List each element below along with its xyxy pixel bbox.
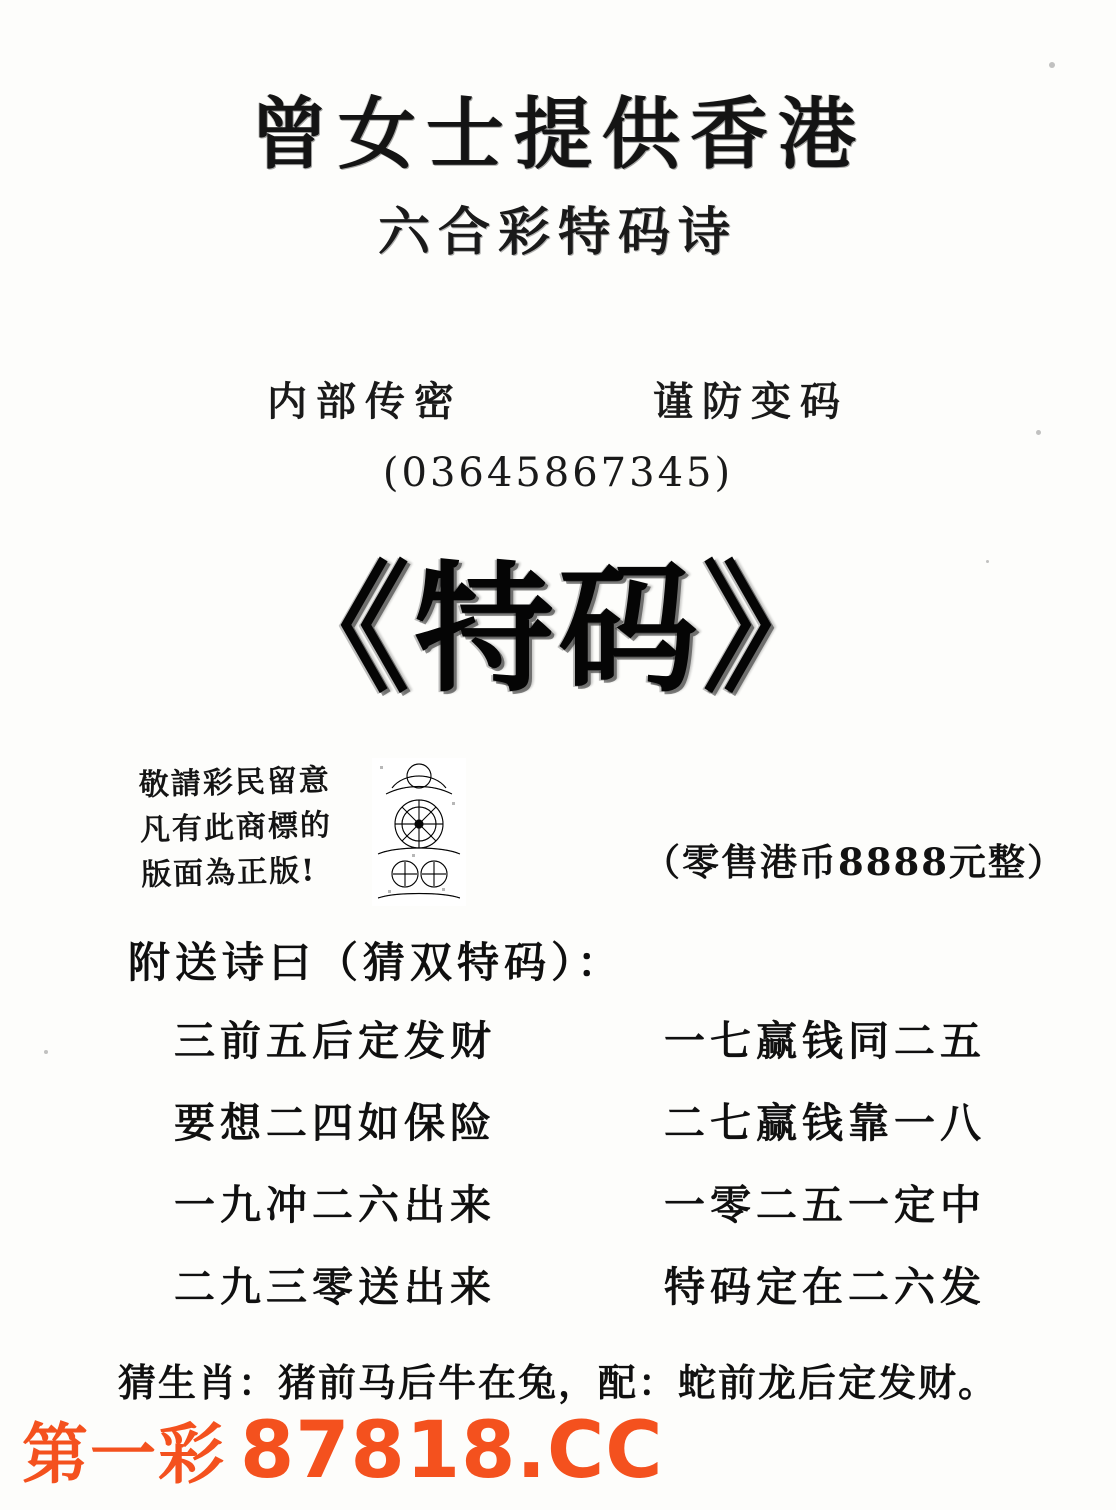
trademark-stamp-image	[372, 758, 466, 906]
poem-heading: 附送诗曰（猜双特码）：	[128, 938, 625, 987]
poem-row	[0, 1008, 1116, 1067]
authenticity-note-line-3: 版面為正版!	[140, 853, 317, 893]
footer-watermark	[22, 1401, 663, 1496]
notice-right: 谨防变码	[653, 378, 849, 425]
poem-line: 二九三零送出来	[174, 1263, 496, 1311]
notice-left: 内部传密	[267, 378, 463, 425]
poem-line: 要想二四如保险	[174, 1099, 496, 1147]
poem-line: 一七赢钱同二五	[664, 1017, 986, 1065]
scan-speck	[1036, 430, 1041, 435]
stamp-icon	[372, 758, 466, 906]
poem-line: 二七赢钱靠一八	[664, 1099, 986, 1147]
poem-line: 一零二五一定中	[664, 1181, 986, 1229]
authenticity-note	[138, 757, 366, 898]
poem-grid	[0, 1008, 1116, 1336]
page-title: 曾女士提供香港	[249, 89, 866, 180]
poem-row	[0, 1254, 1116, 1313]
serial-number: (03645867345)	[382, 450, 734, 496]
scan-speck	[1049, 62, 1055, 68]
footer-site: 87818.CC	[240, 1406, 664, 1496]
poem-row	[0, 1090, 1116, 1149]
poem-line: 特码定在二六发	[664, 1263, 986, 1311]
poem-line: 一九冲二六出来	[174, 1181, 496, 1229]
retail-price: （零售港币8888元整）	[643, 840, 1066, 884]
zodiac-line: 猜生肖：猪前马后牛在兔，配：蛇前龙后定发财。	[117, 1360, 998, 1405]
authenticity-note-line-2: 凡有此商標的	[139, 807, 333, 848]
poem-row	[0, 1172, 1116, 1231]
footer-brand: 第一彩	[22, 1416, 226, 1493]
special-code-heading: 《特码》	[269, 548, 846, 712]
authenticity-note-line-1: 敬請彩民留意	[138, 762, 332, 803]
page-subtitle: 六合彩特码诗	[377, 202, 738, 263]
poem-line: 三前五后定发财	[174, 1017, 496, 1065]
notice-row	[0, 370, 1116, 427]
